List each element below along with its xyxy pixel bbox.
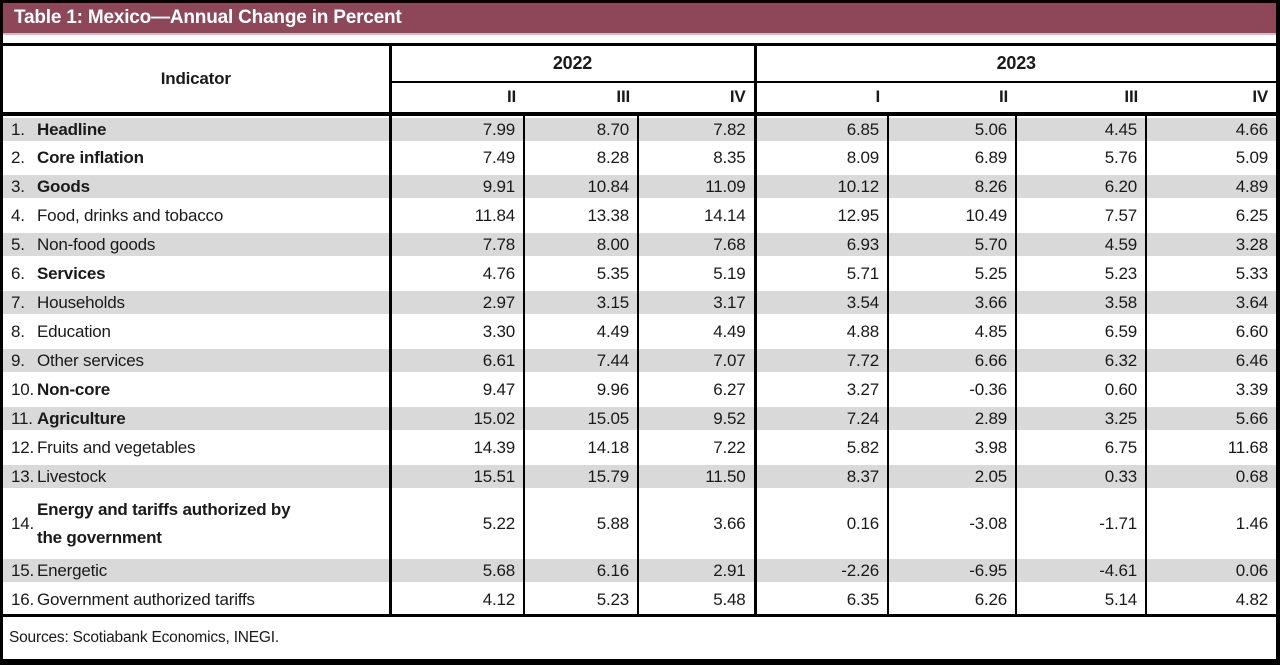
value-cell: 6.75 xyxy=(1016,434,1146,463)
value-cell: 3.30 xyxy=(390,318,524,347)
value-cell: 3.28 xyxy=(1146,231,1276,260)
indicator-cell xyxy=(3,289,390,318)
value-cell: 11.68 xyxy=(1227,438,1268,457)
value-cell: -1.71 xyxy=(1016,492,1146,557)
value-cell: 0.60 xyxy=(1016,376,1146,405)
row-number: 3. xyxy=(11,177,25,196)
year-2023-header: 2023 xyxy=(755,45,1276,82)
value-cell: 14.18 xyxy=(524,434,638,463)
value-cell: 13.38 xyxy=(524,202,638,231)
table-row xyxy=(3,347,1276,376)
quarter-header-2022-q3: III xyxy=(524,82,638,114)
value-cell: 8.70 xyxy=(524,114,638,144)
indicator-cell xyxy=(3,405,390,434)
value-cell: 7.57 xyxy=(1016,202,1146,231)
value-cell: 9.47 xyxy=(390,376,524,405)
value-cell: 7.78 xyxy=(390,231,524,260)
table-row xyxy=(3,434,1276,463)
table-row xyxy=(3,144,1276,173)
value-cell: 7.07 xyxy=(638,347,755,376)
row-number: 14. xyxy=(11,514,35,533)
value-cell: 9.96 xyxy=(524,376,638,405)
table-title: Table 1: Mexico—Annual Change in Percent xyxy=(14,7,402,28)
value-cell: 2.05 xyxy=(888,463,1016,492)
indicator-name: Government authorized tariffs xyxy=(37,589,255,609)
value-cell: 5.48 xyxy=(638,586,755,616)
indicator-cell xyxy=(3,260,390,289)
value-cell: 8.28 xyxy=(524,144,638,173)
indicator-name: Core inflation xyxy=(37,148,144,167)
row-number: 6. xyxy=(11,264,25,283)
title-table-gap xyxy=(3,35,1276,43)
value-cell: 7.44 xyxy=(524,347,638,376)
value-cell: 4.82 xyxy=(1235,589,1268,609)
value-cell: 14.14 xyxy=(638,202,755,231)
value-cell: 4.88 xyxy=(755,318,888,347)
indicator-cell xyxy=(3,173,390,202)
value-cell: 5.66 xyxy=(1146,405,1276,434)
value-cell: 6.20 xyxy=(1016,173,1146,202)
value-cell: 6.61 xyxy=(390,347,524,376)
value-cell: 11.84 xyxy=(390,202,524,231)
value-cell: 6.35 xyxy=(755,586,888,616)
value-cell: 6.26 xyxy=(888,586,1016,616)
value-cell: 9.52 xyxy=(638,405,755,434)
indicator-name: Food, drinks and tobacco xyxy=(37,206,224,225)
value-cell: 4.59 xyxy=(1016,231,1146,260)
sources-text: Sources: Scotiabank Economics, INEGI. xyxy=(9,628,279,646)
table-row xyxy=(3,376,1276,405)
indicator-name: Agriculture xyxy=(37,409,126,428)
row-number: 11. xyxy=(11,409,33,428)
sources-row xyxy=(3,617,1276,660)
row-number: 8. xyxy=(11,322,25,341)
table-row xyxy=(3,557,1276,586)
value-cell: 6.32 xyxy=(1016,347,1146,376)
row-number: 2. xyxy=(11,148,25,167)
value-cell: -0.36 xyxy=(888,376,1016,405)
value-cell: 6.25 xyxy=(1235,206,1268,225)
indicator-name: Fruits and vegetables xyxy=(37,438,196,457)
indicator-cell xyxy=(3,557,390,586)
value-cell: 5.14 xyxy=(1016,586,1146,616)
value-cell: 4.66 xyxy=(1146,114,1276,144)
value-cell: 3.98 xyxy=(888,434,1016,463)
table-row xyxy=(3,202,1276,231)
value-cell: 5.19 xyxy=(638,260,755,289)
value-cell: 6.46 xyxy=(1146,347,1276,376)
value-cell: 2.97 xyxy=(390,289,524,318)
table-row xyxy=(3,114,1276,144)
indicator-name: Non-core xyxy=(37,380,111,399)
value-cell: 15.05 xyxy=(524,405,638,434)
value-cell: 5.71 xyxy=(755,260,888,289)
value-cell: 3.64 xyxy=(1146,289,1276,318)
value-cell: 15.51 xyxy=(390,463,524,492)
quarter-header-2022-q2: II xyxy=(390,82,524,114)
year-header-row xyxy=(3,45,1276,82)
indicator-name: Energetic xyxy=(37,561,108,580)
indicator-cell xyxy=(3,114,390,144)
value-cell: 4.49 xyxy=(638,318,755,347)
row-number: 5. xyxy=(11,235,25,254)
table-row xyxy=(3,260,1276,289)
value-cell: 15.02 xyxy=(390,405,524,434)
value-cell: 3.66 xyxy=(888,289,1016,318)
quarter-header-2023-q3: III xyxy=(1016,82,1146,114)
indicator-column-header: Indicator xyxy=(3,45,390,114)
value-cell: 11.09 xyxy=(638,173,755,202)
value-cell: 5.88 xyxy=(524,492,638,557)
value-cell: 8.00 xyxy=(524,231,638,260)
indicator-cell xyxy=(3,434,390,463)
value-cell: 3.15 xyxy=(524,289,638,318)
indicator-cell xyxy=(3,347,390,376)
table-row xyxy=(3,492,1276,557)
table-row xyxy=(3,405,1276,434)
table-row xyxy=(3,586,1276,616)
table-row xyxy=(3,173,1276,202)
value-cell: -4.61 xyxy=(1016,557,1146,586)
value-cell: 5.35 xyxy=(524,260,638,289)
value-cell: 5.23 xyxy=(1016,260,1146,289)
quarter-header-2023-q1: I xyxy=(755,82,888,114)
value-cell: 5.68 xyxy=(390,557,524,586)
table-title-bar xyxy=(3,3,1276,35)
value-cell: 5.33 xyxy=(1235,264,1268,283)
value-cell: 8.26 xyxy=(888,173,1016,202)
table-row xyxy=(3,231,1276,260)
indicator-name: Services xyxy=(37,264,106,283)
value-cell: 6.59 xyxy=(1016,318,1146,347)
table-row xyxy=(3,289,1276,318)
indicator-name: Other services xyxy=(37,351,144,370)
row-number: 16. xyxy=(11,589,35,609)
indicator-name: Goods xyxy=(37,177,90,196)
value-cell: 5.23 xyxy=(524,586,638,616)
value-cell: 5.70 xyxy=(888,231,1016,260)
row-number: 12. xyxy=(11,438,35,457)
value-cell: 6.66 xyxy=(888,347,1016,376)
indicator-name: Non-food goods xyxy=(37,235,156,254)
value-cell: 7.22 xyxy=(638,434,755,463)
row-number: 1. xyxy=(11,119,25,139)
value-cell: 4.12 xyxy=(390,586,524,616)
value-cell: 7.72 xyxy=(755,347,888,376)
indicator-cell xyxy=(3,376,390,405)
value-cell: 4.89 xyxy=(1146,173,1276,202)
quarter-header-2022-q4: IV xyxy=(638,82,755,114)
value-cell: 10.84 xyxy=(524,173,638,202)
value-cell: 5.22 xyxy=(390,492,524,557)
value-cell: 5.82 xyxy=(755,434,888,463)
value-cell: 7.99 xyxy=(390,114,524,144)
indicator-name: Households xyxy=(37,293,125,312)
quarter-header-2023-q2: II xyxy=(888,82,1016,114)
row-number: 10. xyxy=(11,380,35,399)
indicator-name: Energy and tariffs authorized by the government xyxy=(37,500,291,547)
value-cell: -3.08 xyxy=(888,492,1016,557)
value-cell: 5.25 xyxy=(888,260,1016,289)
indicator-cell xyxy=(3,318,390,347)
row-number: 9. xyxy=(11,351,25,370)
value-cell: 12.95 xyxy=(755,202,888,231)
indicator-name: Livestock xyxy=(37,467,107,486)
indicator-cell xyxy=(3,144,390,173)
value-cell: 3.54 xyxy=(755,289,888,318)
value-cell: 6.16 xyxy=(524,557,638,586)
value-cell: 0.68 xyxy=(1146,463,1276,492)
value-cell: 6.89 xyxy=(888,144,1016,173)
value-cell: -6.95 xyxy=(888,557,1016,586)
value-cell: 4.85 xyxy=(888,318,1016,347)
value-cell: 7.24 xyxy=(755,405,888,434)
row-number: 15. xyxy=(11,561,35,580)
row-number: 13. xyxy=(11,467,35,486)
value-cell: 3.58 xyxy=(1016,289,1146,318)
table-body xyxy=(3,114,1276,616)
value-cell: 8.37 xyxy=(755,463,888,492)
value-cell: 2.89 xyxy=(888,405,1016,434)
value-cell: 14.39 xyxy=(390,434,524,463)
value-cell: 10.49 xyxy=(888,202,1016,231)
value-cell: 8.35 xyxy=(638,144,755,173)
indicator-name: Headline xyxy=(37,119,107,139)
value-cell: 0.06 xyxy=(1146,557,1276,586)
value-cell: 4.49 xyxy=(524,318,638,347)
value-cell: 7.68 xyxy=(638,231,755,260)
value-cell: 3.39 xyxy=(1235,380,1268,399)
value-cell: 5.76 xyxy=(1016,144,1146,173)
value-cell: 4.76 xyxy=(390,260,524,289)
value-cell: 15.79 xyxy=(524,463,638,492)
quarter-header-2023-q4: IV xyxy=(1146,82,1276,114)
value-cell: 3.27 xyxy=(755,376,888,405)
table-row xyxy=(3,463,1276,492)
value-cell: 6.93 xyxy=(755,231,888,260)
value-cell: 3.25 xyxy=(1016,405,1146,434)
value-cell: 7.49 xyxy=(390,144,524,173)
value-cell: 3.17 xyxy=(638,289,755,318)
value-cell: 5.09 xyxy=(1235,148,1268,167)
row-number: 7. xyxy=(11,293,25,312)
bottom-accent-bar xyxy=(3,659,1276,665)
data-table xyxy=(3,43,1276,617)
value-cell: 3.66 xyxy=(638,492,755,557)
indicator-name: Education xyxy=(37,322,111,341)
value-cell: -2.26 xyxy=(755,557,888,586)
value-cell: 10.12 xyxy=(755,173,888,202)
value-cell: 1.46 xyxy=(1235,514,1268,533)
value-cell: 6.60 xyxy=(1235,322,1268,341)
value-cell: 6.85 xyxy=(755,114,888,144)
value-cell: 7.82 xyxy=(638,114,755,144)
value-cell: 6.27 xyxy=(638,376,755,405)
value-cell: 0.33 xyxy=(1016,463,1146,492)
year-2022-header: 2022 xyxy=(390,45,755,82)
indicator-cell xyxy=(3,231,390,260)
value-cell: 8.09 xyxy=(755,144,888,173)
value-cell: 0.16 xyxy=(755,492,888,557)
value-cell: 4.45 xyxy=(1016,114,1146,144)
indicator-cell xyxy=(3,202,390,231)
row-number: 4. xyxy=(11,206,25,225)
table-row xyxy=(3,318,1276,347)
value-cell: 9.91 xyxy=(390,173,524,202)
indicator-cell xyxy=(3,463,390,492)
indicator-cell xyxy=(3,492,390,557)
value-cell: 5.06 xyxy=(888,114,1016,144)
value-cell: 11.50 xyxy=(638,463,755,492)
value-cell: 2.91 xyxy=(638,557,755,586)
indicator-cell xyxy=(3,586,390,616)
